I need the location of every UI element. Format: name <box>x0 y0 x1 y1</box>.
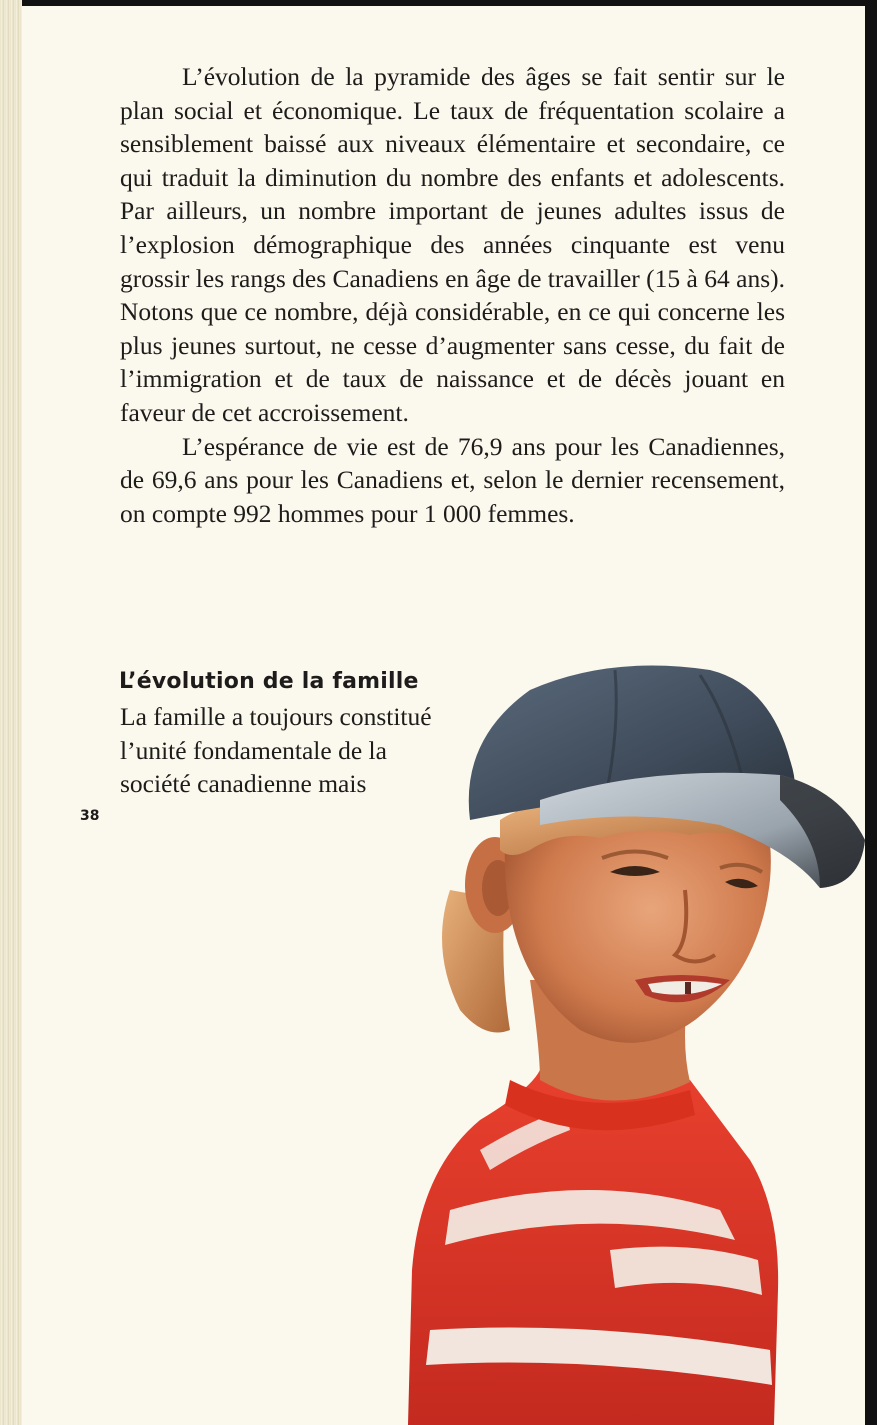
section-heading: L’évolution de la famille <box>119 669 419 694</box>
paragraph-life-expectancy: L’espérance de vie est de 76,9 ans pour les Canadiennes, de 69,6 ans pour les Canadiens et, selon le dernier recensement, on compte 992 hommes pour 1 000 femmes. <box>120 431 785 528</box>
body-text <box>120 60 785 530</box>
intro-line: l’unité fondamentale de la <box>120 735 387 765</box>
intro-line: La famille a toujours constitué <box>120 702 432 731</box>
intro-line: société canadienne mais <box>120 769 367 799</box>
page-stack-edge <box>0 0 22 1425</box>
page-number: 38 <box>80 808 100 824</box>
paragraph-age-pyramid: L’évolution de la pyramide des âges se fait sentir sur le plan social et économique. Le taux de fréquentation scolaire a sensiblement baissé aux niveaux élémentaire et secondaire, ce qui traduit la diminution du nombre des enfants et adolescents. Par ailleurs, un nombre important de jeunes adultes issus de l’explosion démographique des années cinquante est venu grossir les rangs des Canadiens en âge de travailler (15 à 64 ans). Notons que ce nombre, déjà considérable, en ce qui concerne les plus jeunes surtout, ne cesse d’augmenter sans cesse, du fait de l’immigration et de taux de naissance et de décès jouant en faveur de cet accroissement. <box>120 62 785 427</box>
boy-with-cap-photo <box>390 650 877 1425</box>
scan-edge-top <box>0 0 877 6</box>
